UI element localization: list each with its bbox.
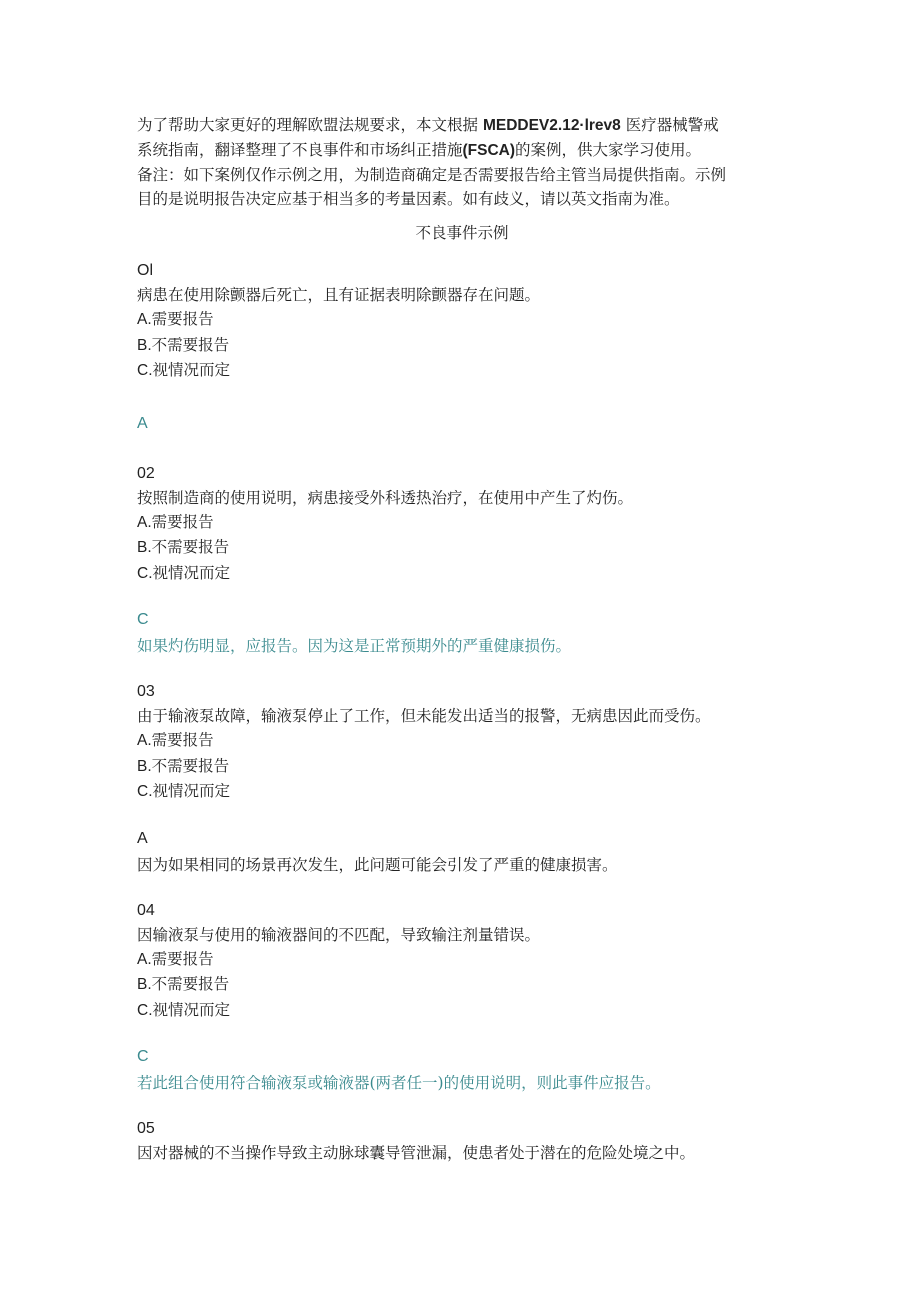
case-question: 因对器械的不当操作导致主动脉球囊导管泄漏，使患者处于潜在的危险处境之中。 <box>137 1144 696 1162</box>
case-question: 按照制造商的使用说明，病患接受外科透热治疗，在使用中产生了灼伤。 <box>137 488 634 507</box>
option-a: A.需要报告 <box>137 512 214 531</box>
case-02 <box>137 462 787 661</box>
case-05 <box>137 1117 787 1165</box>
fsca-abbr: (FSCA) <box>462 142 516 159</box>
meddev-reference: MEDDEV2.12·lrev8 <box>482 117 621 134</box>
case-01 <box>137 259 787 436</box>
case-explanation: 若此组合使用符合输液泵或输液器(两者任一)的使用说明，则此事件应报告。 <box>137 1074 661 1092</box>
case-answer: A <box>137 829 148 847</box>
case-answer: C <box>137 611 149 628</box>
option-a: A.需要报告 <box>137 731 214 749</box>
case-answer: A <box>137 414 148 432</box>
case-question: 由于输液泵故障，输液泵停止了工作，但未能发出适当的报警，无病患因此而受伤。 <box>137 707 711 725</box>
case-number: 05 <box>137 1120 155 1137</box>
intro-line-1: 为了帮助大家更好的理解欧盟法规要求，本文根据 MEDDEV2.12·lrev8 医疗器械警戒 <box>137 116 719 134</box>
case-04 <box>137 899 787 1098</box>
option-b: B.不需要报告 <box>137 975 230 993</box>
intro-line-4: 目的是说明报告决定应基于相当多的考量因素。如有歧义，请以英文指南为准。 <box>137 190 680 208</box>
case-explanation: 如果灼伤明显，应报告。因为这是正常预期外的严重健康损伤。 <box>137 637 572 655</box>
option-b: B.不需要报告 <box>137 335 230 354</box>
intro-paragraph <box>137 113 787 211</box>
option-a: A.需要报告 <box>137 310 214 328</box>
intro-line-3: 备注：如下案例仅作示例之用，为制造商确定是否需要报告给主管当局提供指南。示例 <box>137 166 727 184</box>
option-b: B.不需要报告 <box>137 756 230 775</box>
case-03 <box>137 680 787 879</box>
document-page <box>137 113 787 1165</box>
case-number: 04 <box>137 901 155 919</box>
section-title: 不良事件示例 <box>415 224 509 242</box>
case-explanation: 因为如果相同的场景再次发生，此问题可能会引发了严重的健康损害。 <box>137 855 618 874</box>
case-number: Ol <box>137 262 153 279</box>
intro-line-2: 系统指南，翻译整理了不良事件和市场纠正措施(FSCA)的案例，供大家学习使用。 <box>137 141 702 159</box>
case-answer: C <box>137 1048 149 1065</box>
case-number: 02 <box>137 464 155 482</box>
option-c: C.视情况而定 <box>137 361 231 379</box>
option-c: C.视情况而定 <box>137 1000 231 1019</box>
option-c: C.视情况而定 <box>137 563 231 582</box>
case-question: 病患在使用除颤器后死亡，且有证据表明除颤器存在问题。 <box>137 286 541 304</box>
case-number: 03 <box>137 683 155 700</box>
option-b: B.不需要报告 <box>137 538 230 556</box>
option-a: A.需要报告 <box>137 949 214 968</box>
option-c: C.视情况而定 <box>137 782 231 800</box>
case-question: 因输液泵与使用的输液器间的不匹配，导致输注剂量错误。 <box>137 925 541 944</box>
